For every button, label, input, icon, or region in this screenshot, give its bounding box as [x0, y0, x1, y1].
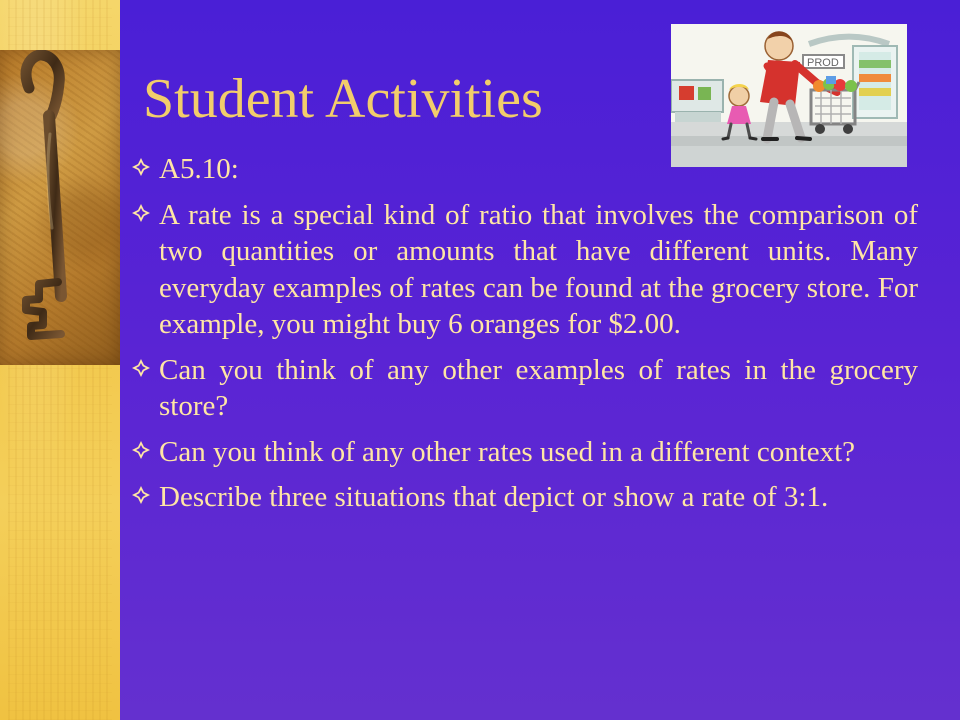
activity-bullet-3: [131, 352, 918, 425]
activity-bullet-2: [131, 197, 918, 343]
shopping-cart-clipart: [671, 24, 907, 167]
activity-bullet-4: [131, 434, 918, 471]
diamond-bullet-icon: [131, 440, 151, 460]
activity-text: Can you think of any other examples of rates in the grocery store?: [159, 353, 918, 422]
activity-text: A rate is a special kind of ratio that involves the comparison of two quantities or amounts that have different units. Many everyday examples of rates can be found at the grocery store. For example, you might buy 6 oranges for $2.00.: [159, 198, 918, 340]
activity-bullet-5: [131, 479, 918, 516]
activity-list: [131, 151, 918, 516]
diamond-bullet-icon: [131, 485, 151, 505]
key-icon: [0, 50, 120, 365]
diamond-bullet-icon: [131, 157, 151, 177]
activity-text: A5.10:: [159, 153, 239, 185]
store-sign: PROD: [807, 57, 839, 69]
activity-text: Can you think of any other rates used in a different context?: [159, 435, 856, 468]
slide-title: Student Activities: [143, 68, 543, 130]
diamond-bullet-icon: [131, 358, 151, 378]
activity-bullet-1: [131, 151, 918, 188]
activity-text: Describe three situations that depict or show a rate of 3:1.: [159, 481, 829, 513]
diamond-bullet-icon: [131, 203, 151, 223]
